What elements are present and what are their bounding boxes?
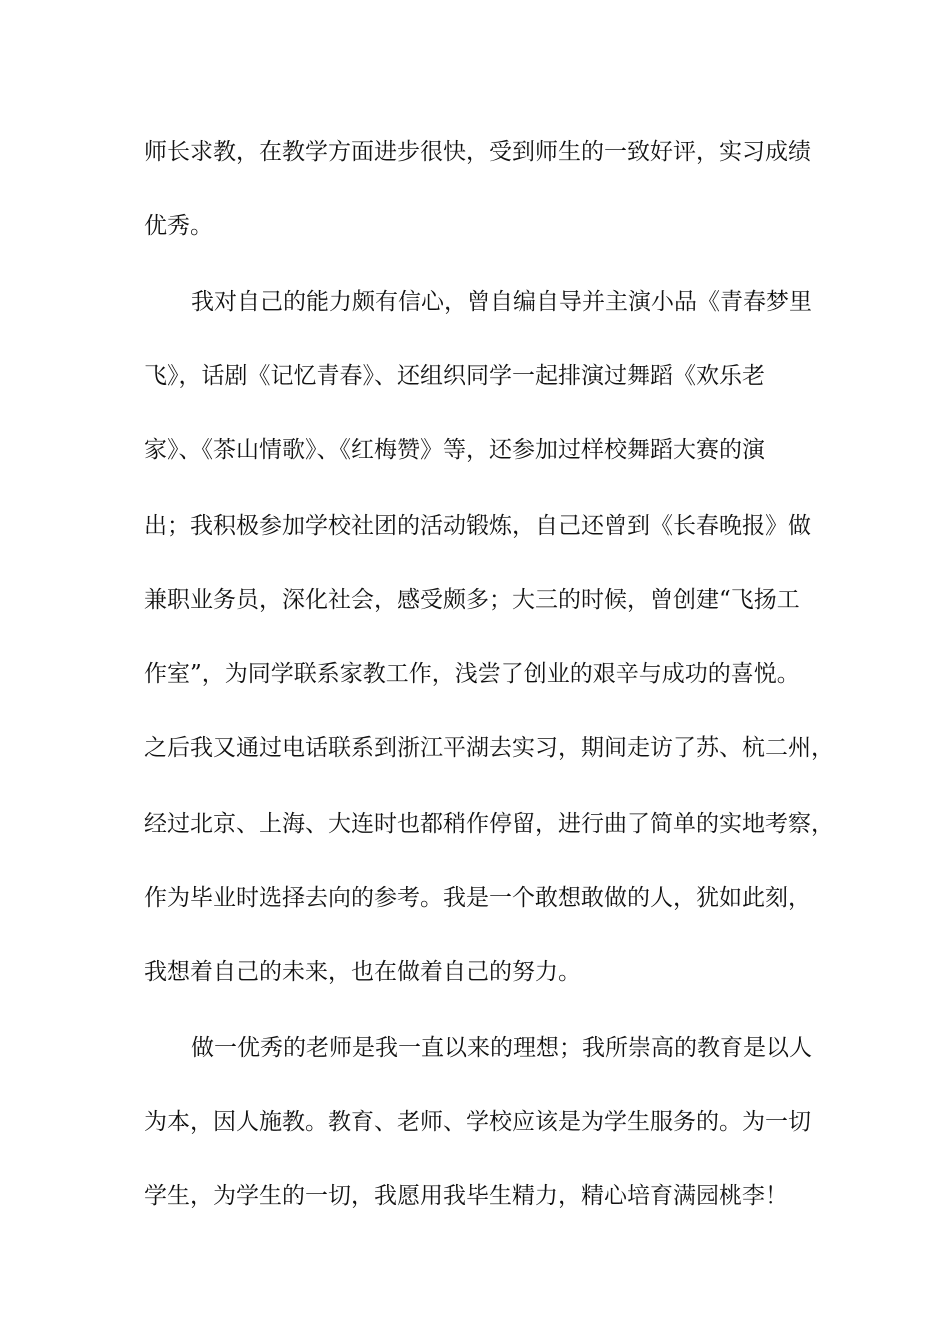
paragraph-start-line: 我对自己的能力颇有信心，曾自编自导并主演小品《青春梦里	[191, 289, 812, 315]
text-line: 优秀。	[144, 213, 213, 239]
text-line: 作为毕业时选择去向的参考。我是一个敢想敢做的人，犹如此刻，	[144, 885, 811, 911]
text-line: 家》、《茶山情歌》、《红梅赞》等，还参加过样校舞蹈大赛的演	[144, 437, 765, 463]
text-line: 作室”，为同学联系家教工作，浅尝了创业的艰辛与成功的喜悦。	[144, 661, 800, 687]
text-line: 为本，因人施教。教育、老师、学校应该是为学生服务的。为一切	[144, 1109, 811, 1135]
text-line: 我想着自己的未来，也在做着自己的努力。	[144, 959, 581, 985]
text-line: 飞》，话剧《记忆青春》、还组织同学一起排演过舞蹈《欢乐老	[144, 363, 765, 389]
text-line: 兼职业务员，深化社会，感受颇多；大三的时候，曾创建“飞扬工	[144, 587, 800, 613]
text-line: 之后我又通过电话联系到浙江平湖去实习，期间走访了苏、杭二州，	[144, 735, 834, 761]
text-line: 师长求教，在教学方面进步很快，受到师生的一致好评，实习成绩	[144, 139, 811, 165]
text-line: 经过北京、上海、大连时也都稍作停留，进行曲了简单的实地考察，	[144, 811, 834, 837]
text-line: 出；我积极参加学校社团的活动锻炼，自己还曾到《长春晚报》做	[144, 513, 811, 539]
paragraph-start-line: 做一优秀的老师是我一直以来的理想；我所崇高的教育是以人	[191, 1035, 812, 1061]
text-line: 学生，为学生的一切，我愿用我毕生精力，精心培育满园桃李！	[144, 1183, 788, 1209]
